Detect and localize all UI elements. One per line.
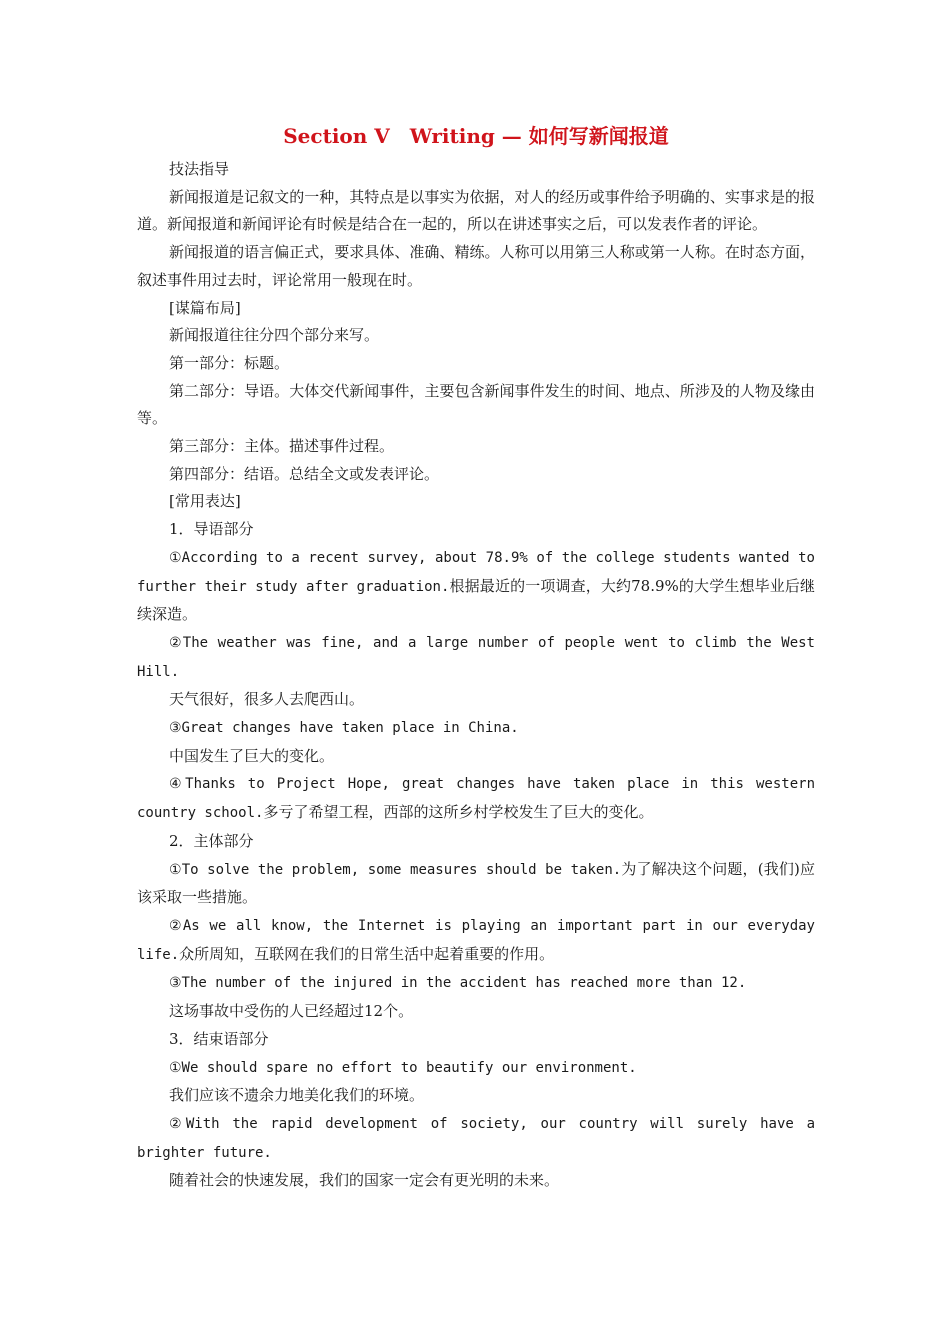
part1-heading: 1．导语部分: [169, 520, 254, 539]
example-english: ①We should spare no effort to beautify our environment.: [169, 1059, 637, 1076]
part1-example-3-en: [137, 714, 815, 743]
expressions-heading: [常用表达]: [169, 492, 241, 511]
part2-example-1: [137, 856, 815, 912]
part1-example-2-en: [137, 629, 815, 686]
part1-example-3-cn: 中国发生了巨大的变化。: [169, 746, 335, 765]
layout-line-2: 第一部分：标题。: [169, 353, 290, 372]
intro-paragraph-2: 新闻报道的语言偏正式，要求具体、准确、精练。人称可以用第三人称或第一人称。在时态方面，叙述事件用过去时，评论常用一般现在时。: [137, 243, 815, 289]
layout-line-1: 新闻报道往往分四个部分来写。: [169, 326, 380, 345]
example-chinese: 根据最近的一项调查，大约78.9%的大学生想毕业后继续深造。: [137, 576, 815, 624]
part3-example-2-cn: 随着社会的快速发展，我们的国家一定会有更光明的未来。: [169, 1171, 560, 1190]
example-english: ④Thanks to Project Hope, great changes have taken place in this western country school.: [137, 776, 815, 822]
part3-example-1-en: [137, 1054, 815, 1083]
example-english: ③The number of the injured in the accident has reached more than 12.: [169, 975, 747, 992]
part2-example-3-en: [137, 969, 815, 998]
title-section: Section Ⅴ: [283, 124, 390, 148]
example-english: ③Great changes have taken place in China.: [169, 720, 519, 737]
part1-example-1: [137, 544, 815, 629]
part2-example-3-cn: 这场事故中受伤的人已经超过12个。: [169, 1002, 414, 1021]
guide-heading: 技法指导: [169, 160, 230, 178]
part3-heading: 3．结束语部分: [169, 1029, 269, 1048]
part2-heading: 2．主体部分: [169, 831, 254, 850]
part1-example-2-cn: 天气很好，很多人去爬西山。: [169, 690, 365, 709]
part1-example-4: [137, 770, 815, 827]
layout-line-5: 第四部分：结语。总结全文或发表评论。: [169, 464, 440, 483]
layout-heading: [谋篇布局]: [169, 298, 241, 317]
layout-line-4: 第三部分：主体。描述事件过程。: [169, 437, 395, 456]
example-english: ②As we all know, the Internet is playing an important part in our everyday life.: [137, 917, 815, 963]
example-chinese: 众所周知，互联网在我们的日常生活中起着重要的作用。: [179, 944, 555, 963]
document-page: [137, 118, 815, 1195]
title-writing: Writing — 如何写新闻报道: [409, 124, 669, 148]
part3-example-1-cn: 我们应该不遗余力地美化我们的环境。: [169, 1086, 425, 1105]
layout-line-3: 第二部分：导语。大体交代新闻事件，主要包含新闻事件发生的时间、地点、所涉及的人物及缘由等。: [137, 381, 815, 428]
example-english: ①According to a recent survey, about 78.9% of the college students wanted to further their study after graduation.: [137, 549, 815, 595]
example-english: ①To solve the problem, some measures should be taken.: [169, 861, 622, 878]
example-english: ②The weather was fine, and a large number of people went to climb the West Hill.: [137, 634, 815, 680]
page-title: [137, 118, 815, 154]
intro-paragraph-1: 新闻报道是记叙文的一种，其特点是以事实为依据，对人的经历或事件给予明确的、实事求是的报道。新闻报道和新闻评论有时候是结合在一起的，所以在讲述事实之后，可以发表作者的评论。: [137, 187, 815, 234]
part3-example-2-en: [137, 1110, 815, 1167]
example-chinese: 为了解决这个问题，(我们)应该采取一些措施。: [137, 859, 816, 907]
part2-example-2: [137, 912, 815, 969]
example-chinese: 多亏了希望工程，西部的这所乡村学校发生了巨大的变化。: [263, 803, 654, 822]
example-english: ②With the rapid development of society, our country will surely have a brighter future.: [137, 1115, 815, 1161]
